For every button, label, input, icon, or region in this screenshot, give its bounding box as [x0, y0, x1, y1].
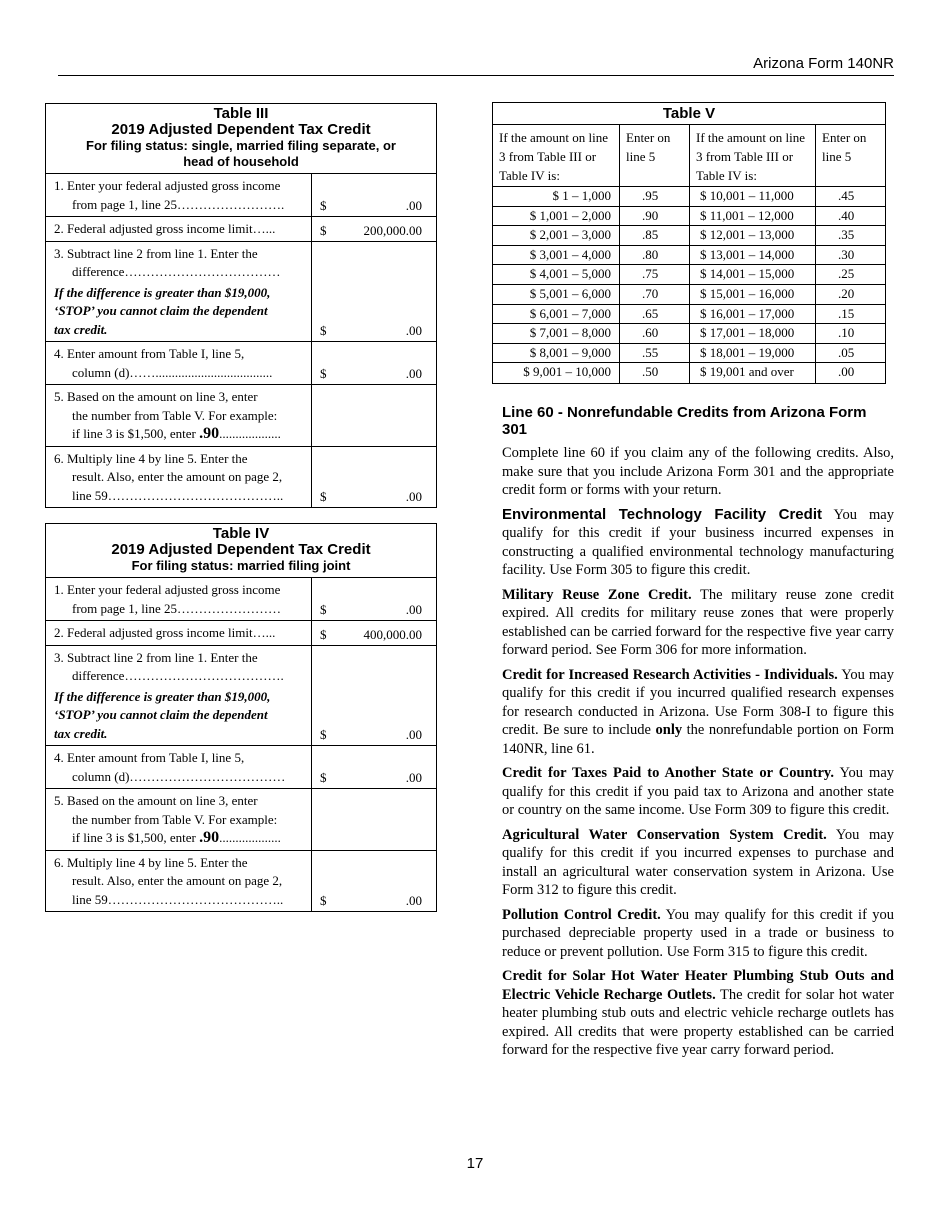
line-60-body: [502, 444, 894, 1066]
table-v-header-enter-1: Enter on line 5: [620, 125, 690, 187]
line-4-amount: .00: [405, 770, 422, 785]
line-2-amount: 200,000.00: [363, 222, 422, 238]
line-5-label-b: the number from Table V. For example:: [72, 407, 278, 423]
table-v-value-col2: .45: [816, 187, 885, 207]
line-4-label-b: column (d)………………………………: [72, 768, 286, 784]
table-v-value-col1: .60: [620, 324, 690, 344]
pollution-title: Pollution Control Credit.: [502, 906, 661, 923]
pollution-text: You may qualify for this credit if you purchased depreciable property used in a trade or business to reduce or prevent pollution. Use Form 315 to figure this credit.: [502, 906, 894, 960]
taxes-paid-title: Credit for Taxes Paid to Another State or Country.: [502, 765, 834, 781]
military-reuse-title: Military Reuse Zone Credit.: [502, 586, 692, 603]
line-5-label-c: if line 3 is $1,500, enter: [72, 426, 196, 441]
form-title: Arizona Form 140NR: [753, 55, 894, 72]
dollar-sign: $: [320, 198, 327, 213]
table-v-range-col2: $ 14,001 – 15,000: [690, 265, 816, 285]
table-v-grid: [493, 125, 885, 383]
line-3-warning-3: tax credit.: [54, 725, 108, 741]
table-v-range-col1: $ 1 – 1,000: [493, 187, 620, 207]
table-iii-subtitle: 2019 Adjusted Dependent Tax Credit: [111, 121, 371, 138]
line-1-label-a: 1. Enter your federal adjusted gross income: [54, 582, 281, 597]
line-3-warning-2: ‘STOP’ you cannot claim the dependent: [54, 303, 268, 318]
research-text-1: You may qualify for this credit if you incurred qualified research expenses for research conducted in Arizona. Use Form 308-I to figure this credit. Be sure to include: [502, 666, 894, 738]
dollar-sign: $: [320, 893, 327, 908]
agri-water-text: You may qualify for this credit if you incurred expenses to purchase and install an agricultural water conservation system in Arizona. Use Form 312 to figure this credit.: [502, 826, 894, 898]
line-5-dots: ...................: [219, 830, 281, 845]
table-v-range-col2: $ 13,001 – 14,000: [690, 246, 816, 266]
table-iii-line-5: [46, 385, 436, 447]
table-v-title: Table V: [493, 103, 885, 125]
table-iii-status-1: For filing status: single, married filing separate, or: [86, 138, 396, 153]
table-iii-title: Table III: [213, 105, 269, 122]
table-v-range-col1: $ 8,001 – 9,000: [493, 344, 620, 364]
line-6-label-b: result. Also, enter the amount on page 2,: [72, 469, 283, 484]
table-v-value-col1: .75: [620, 265, 690, 285]
taxes-paid-credit: [502, 764, 894, 820]
table-v-range-col1: $ 1,001 – 2,000: [493, 207, 620, 227]
table-iv-line-3: [46, 646, 436, 747]
table-iii-header: [46, 104, 436, 174]
table-v: [492, 102, 886, 384]
line-6-label-a: 6. Multiply line 4 by line 5. Enter the: [54, 450, 248, 466]
line-3-label-b: difference………………………………: [72, 264, 281, 279]
table-v-value-col1: .85: [620, 226, 690, 246]
line-5-label-a: 5. Based on the amount on line 3, enter: [54, 793, 258, 808]
table-v-range-col1: $ 9,001 – 10,000: [493, 363, 620, 383]
line-4-amount: .00: [405, 366, 422, 381]
env-tech-title: Environmental Technology Facility Credit: [502, 505, 822, 523]
line-3-amount: .00: [405, 323, 422, 338]
table-iv-status-1: For filing status: married filing joint: [131, 558, 351, 573]
page-number: 17: [466, 1155, 484, 1172]
line-5-label-b: the number from Table V. For example:: [72, 811, 278, 827]
table-iii-line-4: [46, 342, 436, 385]
line-6-label-c: line 59…………………………………..: [72, 891, 284, 907]
line-3-amount: .00: [405, 727, 422, 742]
line-3-warning-2: ‘STOP’ you cannot claim the dependent: [54, 707, 268, 722]
line-3-label-b: difference……………………………….: [72, 668, 284, 683]
dollar-sign: $: [320, 222, 327, 238]
table-v-value-col1: .50: [620, 363, 690, 383]
line-4-label-a: 4. Enter amount from Table I, line 5,: [54, 346, 245, 361]
table-iii-line-1: [46, 174, 436, 217]
dollar-sign: $: [320, 323, 327, 338]
solar-title: Credit for Solar Hot Water Heater Plumbing Stub Outs and Electric Vehicle Recharge Outlets.: [502, 968, 894, 1003]
table-v-range-col1: $ 4,001 – 5,000: [493, 265, 620, 285]
table-v-range-col2: $ 19,001 and over: [690, 363, 816, 383]
line-6-label-c: line 59…………………………………..: [72, 487, 284, 503]
table-v-value-col2: .10: [816, 324, 885, 344]
table-v-value-col2: .30: [816, 246, 885, 266]
solar-credit: [502, 967, 894, 1060]
solar-text: The credit for solar hot water heater plumbing stub outs and electric vehicle recharge outlets has expired. All credits that were property established can be carried forward for the respective five year carry forward period.: [502, 986, 894, 1058]
table-iv-subtitle: 2019 Adjusted Dependent Tax Credit: [111, 541, 371, 558]
line-2-label: 2. Federal adjusted gross income limit…...: [54, 221, 276, 236]
line-1-label-b: from page 1, line 25…………………….: [72, 196, 285, 212]
line-1-amount: .00: [405, 602, 422, 617]
dollar-sign: $: [320, 602, 327, 617]
military-reuse-text: The military reuse zone credit expired. All credits for military reuse zones that were properly established can be carried forward for the respective five year carry forward period. See Form 306 for more information.: [502, 586, 894, 658]
dollar-sign: $: [320, 770, 327, 785]
table-iii: [45, 103, 437, 508]
table-iv-line-4: [46, 746, 436, 789]
line-6-amount: .00: [405, 893, 422, 908]
table-v-value-col2: .20: [816, 285, 885, 305]
table-v-range-col1: $ 6,001 – 7,000: [493, 305, 620, 325]
table-iii-line-6: [46, 447, 436, 508]
table-iv: [45, 523, 437, 912]
table-v-range-col1: $ 2,001 – 3,000: [493, 226, 620, 246]
line-2-amount: 400,000.00: [363, 626, 422, 642]
table-v-value-col1: .95: [620, 187, 690, 207]
line-5-example-value: .90: [199, 425, 220, 442]
table-v-value-col1: .65: [620, 305, 690, 325]
table-iv-title: Table IV: [212, 525, 270, 542]
table-iv-header: [46, 524, 436, 578]
table-v-value-col2: .05: [816, 344, 885, 364]
table-v-header-enter-2: Enter on line 5: [816, 125, 885, 187]
dollar-sign: $: [320, 626, 327, 642]
table-v-value-col2: .40: [816, 207, 885, 227]
table-v-range-col1: $ 3,001 – 4,000: [493, 246, 620, 266]
env-tech-credit: [502, 506, 894, 580]
line-60-intro: Complete line 60 if you claim any of the following credits. Also, make sure that you include Arizona Form 301 and the appropriate credit form or forms with your return.: [502, 445, 894, 498]
table-iii-line-2: [46, 217, 436, 242]
line-4-label-a: 4. Enter amount from Table I, line 5,: [54, 750, 245, 765]
table-v-range-col2: $ 17,001 – 18,000: [690, 324, 816, 344]
table-v-range-col2: $ 12,001 – 13,000: [690, 226, 816, 246]
line-5-dots: ...................: [219, 426, 281, 441]
header-rule: [58, 75, 894, 76]
table-v-value-col1: .55: [620, 344, 690, 364]
line-3-warning-3: tax credit.: [54, 321, 108, 337]
table-v-range-col1: $ 5,001 – 6,000: [493, 285, 620, 305]
dollar-sign: $: [320, 727, 327, 742]
table-v-range-col2: $ 15,001 – 16,000: [690, 285, 816, 305]
table-iii-line-3: [46, 242, 436, 343]
table-v-value-col2: .00: [838, 364, 855, 380]
line-60-heading: Line 60 - Nonrefundable Credits from Arizona Form 301: [502, 404, 867, 438]
env-tech-text: You may qualify for this credit if your business incurred expenses in constructing a qualified environmental technology manufacturing facility. Use Form 305 to figure this credit.: [502, 506, 894, 578]
line-6-amount: .00: [405, 489, 422, 504]
pollution-credit: [502, 906, 894, 962]
table-v-range-col1: $ 7,001 – 8,000: [493, 324, 620, 344]
table-v-header-amount-2: If the amount on line 3 from Table III or Table IV is:: [690, 125, 816, 187]
table-v-range-col2: $ 10,001 – 11,000: [690, 187, 816, 207]
table-iv-line-6: [46, 851, 436, 912]
table-iv-line-2: [46, 621, 436, 646]
dollar-sign: $: [320, 366, 327, 381]
table-v-value-col2: .25: [816, 265, 885, 285]
research-only: only: [655, 722, 683, 738]
table-v-value-col1: .70: [620, 285, 690, 305]
line-3-warning-1: If the difference is greater than $19,000,: [54, 284, 271, 300]
table-v-value-col2: .15: [816, 305, 885, 325]
line-3-label-a: 3. Subtract line 2 from line 1. Enter the: [54, 245, 258, 261]
table-v-value-col2: .35: [816, 226, 885, 246]
line-5-label-a: 5. Based on the amount on line 3, enter: [54, 389, 258, 404]
line-1-label-b: from page 1, line 25……………………: [72, 600, 282, 616]
table-v-range-col2: $ 18,001 – 19,000: [690, 344, 816, 364]
line-1-amount: .00: [405, 198, 422, 213]
line-1-label-a: 1. Enter your federal adjusted gross income: [54, 178, 281, 193]
table-v-header-amount-1: If the amount on line 3 from Table III or Table IV is:: [493, 125, 620, 187]
research-credit: [502, 666, 894, 759]
table-iv-line-5: [46, 789, 436, 851]
table-iv-line-1: [46, 578, 436, 621]
table-v-range-col2: $ 11,001 – 12,000: [690, 207, 816, 227]
line-3-label-a: 3. Subtract line 2 from line 1. Enter the: [54, 649, 258, 665]
dollar-sign: $: [320, 489, 327, 504]
agri-water-credit: [502, 826, 894, 900]
agri-water-title: Agricultural Water Conservation System Credit.: [502, 826, 827, 843]
research-text-2: the nonrefundable portion on Form 140NR, line 61.: [502, 722, 894, 757]
table-v-value-col1: .90: [620, 207, 690, 227]
line-5-label-c: if line 3 is $1,500, enter: [72, 830, 196, 845]
line-4-label-b: column (d)……....................................: [72, 364, 273, 380]
military-reuse-credit: [502, 586, 894, 660]
research-title: Credit for Increased Research Activities - Individuals.: [502, 666, 838, 683]
line-6-label-a: 6. Multiply line 4 by line 5. Enter the: [54, 854, 248, 870]
table-iii-status-2: head of household: [183, 154, 299, 169]
line-2-label: 2. Federal adjusted gross income limit…...: [54, 625, 276, 640]
taxes-paid-text: You may qualify for this credit if you paid tax to Arizona and another state or country on the same income. Use Form 309 to figure this credit.: [502, 765, 894, 818]
table-v-range-col2: $ 16,001 – 17,000: [690, 305, 816, 325]
line-6-label-b: result. Also, enter the amount on page 2,: [72, 873, 283, 888]
line-5-example-value: .90: [199, 829, 220, 846]
table-v-value-col1: .80: [620, 246, 690, 266]
line-3-warning-1: If the difference is greater than $19,000,: [54, 688, 271, 704]
